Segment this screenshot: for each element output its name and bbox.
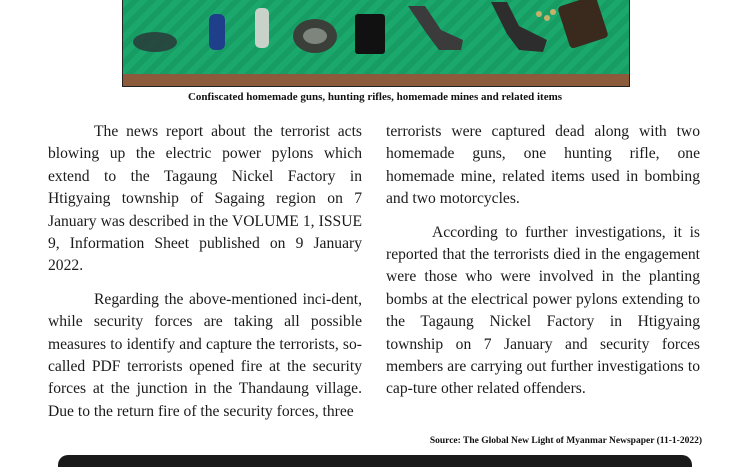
source-credit: Source: The Global New Light of Myanmar Newspaper (11-1-2022) <box>429 436 702 446</box>
footer-bar <box>58 455 692 467</box>
bottle-item <box>255 8 269 48</box>
weapons-illustration <box>123 0 629 86</box>
right-column <box>386 121 700 412</box>
weapons-photo <box>122 0 630 87</box>
rifle-item <box>557 0 609 49</box>
phone-item <box>355 14 385 54</box>
homemade-gun-item <box>408 6 463 50</box>
photo-caption: Confiscated homemade guns, hunting rifles, homemade mines and related items <box>187 91 563 103</box>
article-paragraph: terrorists were captured dead along with two homemade guns, one hunting rifle, one homemade mine, related items used in bombing and two motorcycles. <box>386 123 700 208</box>
article-paragraph: The news report about the terrorist acts blowing up the electric power pylons which extend to the Tagaung Nickel Factory in Htigyaing township of Sagaing region on 7 January was described in the VOLUME 1, ISSUE 9, Information Sheet published on 9 January 2022. <box>48 123 362 275</box>
left-column <box>48 121 362 434</box>
article-paragraph: According to further investigations, it is reported that the terrorists died in the engagement were those who were involved in the planting bombs at the electrical power pylons extending to the Tagaung Nickel Factory in Htigyaing township on 7 January and security forces members are carrying out further investigations to cap-ture other related offenders. <box>386 223 700 398</box>
article-paragraph: Regarding the above-mentioned inci-dent, while security forces are taking all possible measures to identify and capture the terrorists, so-called PDF terrorists opened fire at the security forces at the junction in the Thandaung village. Due to the return fire of the security forces, three <box>48 290 362 420</box>
homemade-gun-item <box>491 2 547 52</box>
bottle-item <box>209 14 225 50</box>
bag-item <box>133 32 177 52</box>
